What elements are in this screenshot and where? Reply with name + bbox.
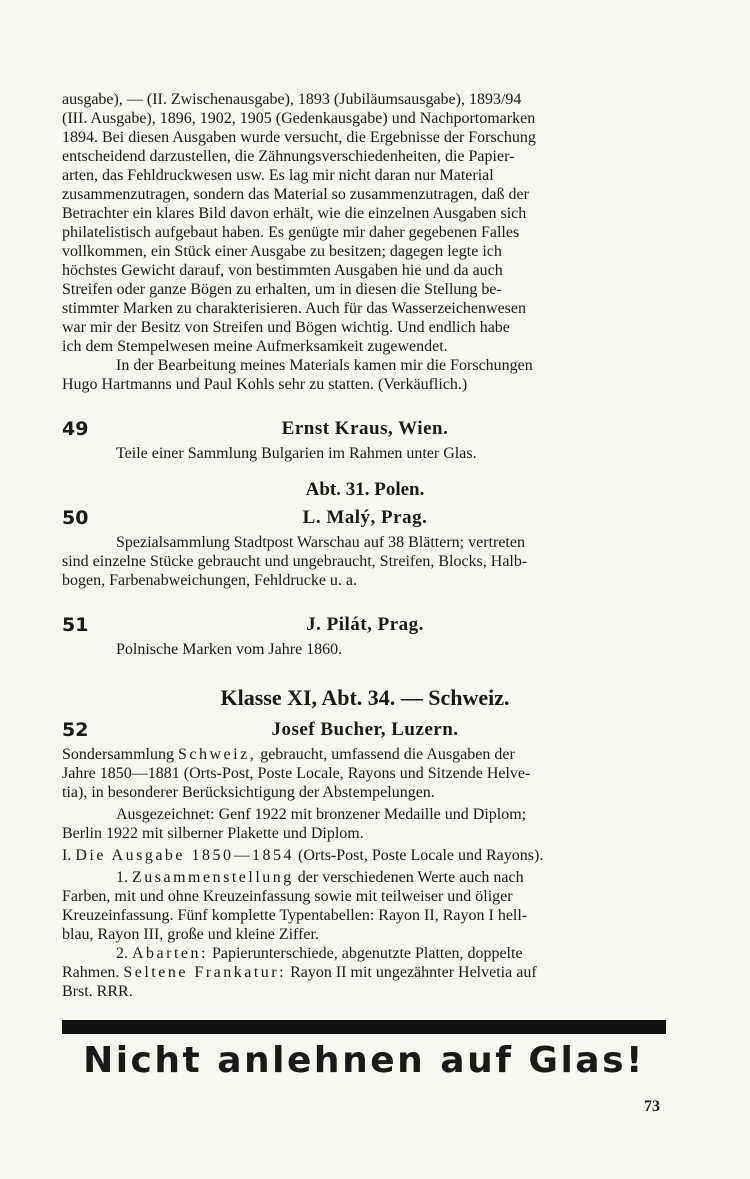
section-heading: Abt. 31. Polen. xyxy=(305,479,425,500)
spaced-text: Schweiz, xyxy=(178,746,257,763)
text-line xyxy=(62,868,668,887)
exhibitor-name: Josef Bucher, Luzern. xyxy=(271,719,459,740)
class-heading: Klasse XI, Abt. 34. — Schweiz. xyxy=(220,685,510,710)
text-line: arten, das Fehldruckwesen usw. Es lag mir nicht daran nur Material xyxy=(62,167,494,184)
text-line xyxy=(62,944,668,963)
text-line: sind einzelne Stücke gebraucht und ungebraucht, Streifen, Blocks, Halb- xyxy=(62,553,528,570)
entry-header-49 xyxy=(62,418,668,444)
text-line: Farben, mit und ohne Kreuzeinfassung sowie mit teilweiser und öliger xyxy=(62,888,513,905)
entry-header-50 xyxy=(62,507,668,533)
divider-bar xyxy=(62,1020,666,1034)
text-line: bogen, Farbenabweichungen, Fehldrucke u. a. xyxy=(62,572,358,589)
spaced-text: Die Ausgabe 1850—1854 xyxy=(75,847,295,864)
text-line: Ausgezeichnet: Genf 1922 mit bronzener Medaille und Diplom; xyxy=(116,806,527,823)
text-fragment: Papierunterschiede, abgenutzte Platten, doppelte xyxy=(207,945,523,962)
entry-number: 52 xyxy=(62,719,89,741)
text-line xyxy=(62,745,668,764)
exhibitor-name: J. Pilát, Prag. xyxy=(306,614,424,635)
text-fragment: Rahmen. xyxy=(62,964,124,981)
text-line: Hugo Hartmanns und Paul Kohls sehr zu statten. (Verkäuflich.) xyxy=(62,376,468,393)
page-number: 73 xyxy=(644,1098,660,1115)
text-fragment: der verschiedenen Werte auch nach xyxy=(293,869,524,886)
entry-header-51 xyxy=(62,614,668,640)
entry-number: 51 xyxy=(62,614,89,636)
intro-paragraph xyxy=(62,90,668,394)
text-line: ich dem Stempelwesen meine Aufmerksamkeit zugewendet. xyxy=(62,338,448,355)
text-line: 1894. Bei diesen Ausgaben wurde versucht, die Ergebnisse der Forschung xyxy=(62,129,536,146)
text-fragment: gebraucht, umfassend die Ausgaben der xyxy=(256,746,515,763)
entry-number: 49 xyxy=(62,418,89,440)
text-line: entscheidend darzustellen, die Zähnungsverschiedenheiten, die Papier- xyxy=(62,148,515,165)
text-line: zusammenzutragen, sondern das Material so zusammenzutragen, daß der xyxy=(62,186,529,203)
text-line xyxy=(62,846,668,865)
text-line: Spezialsammlung Stadtpost Warschau auf 38 Blättern; vertreten xyxy=(116,534,525,551)
text-line: Brst. RRR. xyxy=(62,983,133,1000)
text-line: Jahre 1850—1881 (Orts-Post, Poste Locale, Rayons und Sitzende Helve- xyxy=(62,765,531,782)
text-line: In der Bearbeitung meines Materials kamen mir die Forschungen xyxy=(116,357,533,374)
text-line: tia), in besonderer Berücksichtigung der Abstempelungen. xyxy=(62,784,435,801)
entry-description: Teile einer Sammlung Bulgarien im Rahmen unter Glas. xyxy=(116,445,477,462)
exhibitor-name: Ernst Kraus, Wien. xyxy=(281,418,449,439)
text-line: vollkommen, ein Stück einer Ausgabe zu besitzen; dagegen legte ich xyxy=(62,243,502,260)
spaced-text: Zusammenstellung xyxy=(132,869,294,886)
text-line: blau, Rayon III, große und kleine Ziffer. xyxy=(62,926,319,943)
warning-text: Nicht anlehnen auf Glas! xyxy=(83,1040,645,1081)
text-line: Kreuzeinfassung. Fünf komplette Typentabellen: Rayon II, Rayon I hell- xyxy=(62,907,528,924)
page-body xyxy=(62,90,668,1001)
text-line: höchstes Gewicht darauf, von bestimmten Ausgaben hie und da auch xyxy=(62,262,503,279)
entry-description: Polnische Marken vom Jahre 1860. xyxy=(116,641,343,658)
text-fragment: Sondersammlung xyxy=(62,746,178,763)
text-line: war mir der Besitz von Streifen und Bögen wichtig. Und endlich habe xyxy=(62,319,510,336)
text-fragment: Rayon II mit ungezähnter Helvetia auf xyxy=(286,964,537,981)
text-line: (III. Ausgabe), 1896, 1902, 1905 (Gedenkausgabe) und Nachportomarken xyxy=(62,110,536,127)
text-fragment: 1. xyxy=(116,869,132,886)
text-line: philatelistisch aufgebaut haben. Es genügte mir daher gegebenen Falles xyxy=(62,224,520,241)
text-fragment: 2. xyxy=(116,945,132,962)
spaced-text: Abarten: xyxy=(132,945,208,962)
text-line xyxy=(62,963,668,982)
entry-header-52 xyxy=(62,719,668,745)
text-line: stimmter Marken zu charakterisieren. Auch für das Wasserzeichenwesen xyxy=(62,300,527,317)
text-fragment: (Orts-Post, Poste Locale und Rayons). xyxy=(294,847,544,864)
spaced-text: Seltene Frankatur: xyxy=(123,964,287,981)
entry-number: 50 xyxy=(62,507,89,529)
text-line: Berlin 1922 mit silberner Plakette und Diplom. xyxy=(62,825,364,842)
text-line: Streifen oder ganze Bögen zu erhalten, um in diesen die Stellung be- xyxy=(62,281,502,298)
text-fragment: I. xyxy=(62,847,76,864)
text-line: Betrachter ein klares Bild davon erhält, wie die einzelnen Ausgaben sich xyxy=(62,205,527,222)
exhibitor-name: L. Malý, Prag. xyxy=(302,507,428,528)
text-line: ausgabe), — (II. Zwischenausgabe), 1893 (Jubiläumsausgabe), 1893/94 xyxy=(62,91,522,108)
